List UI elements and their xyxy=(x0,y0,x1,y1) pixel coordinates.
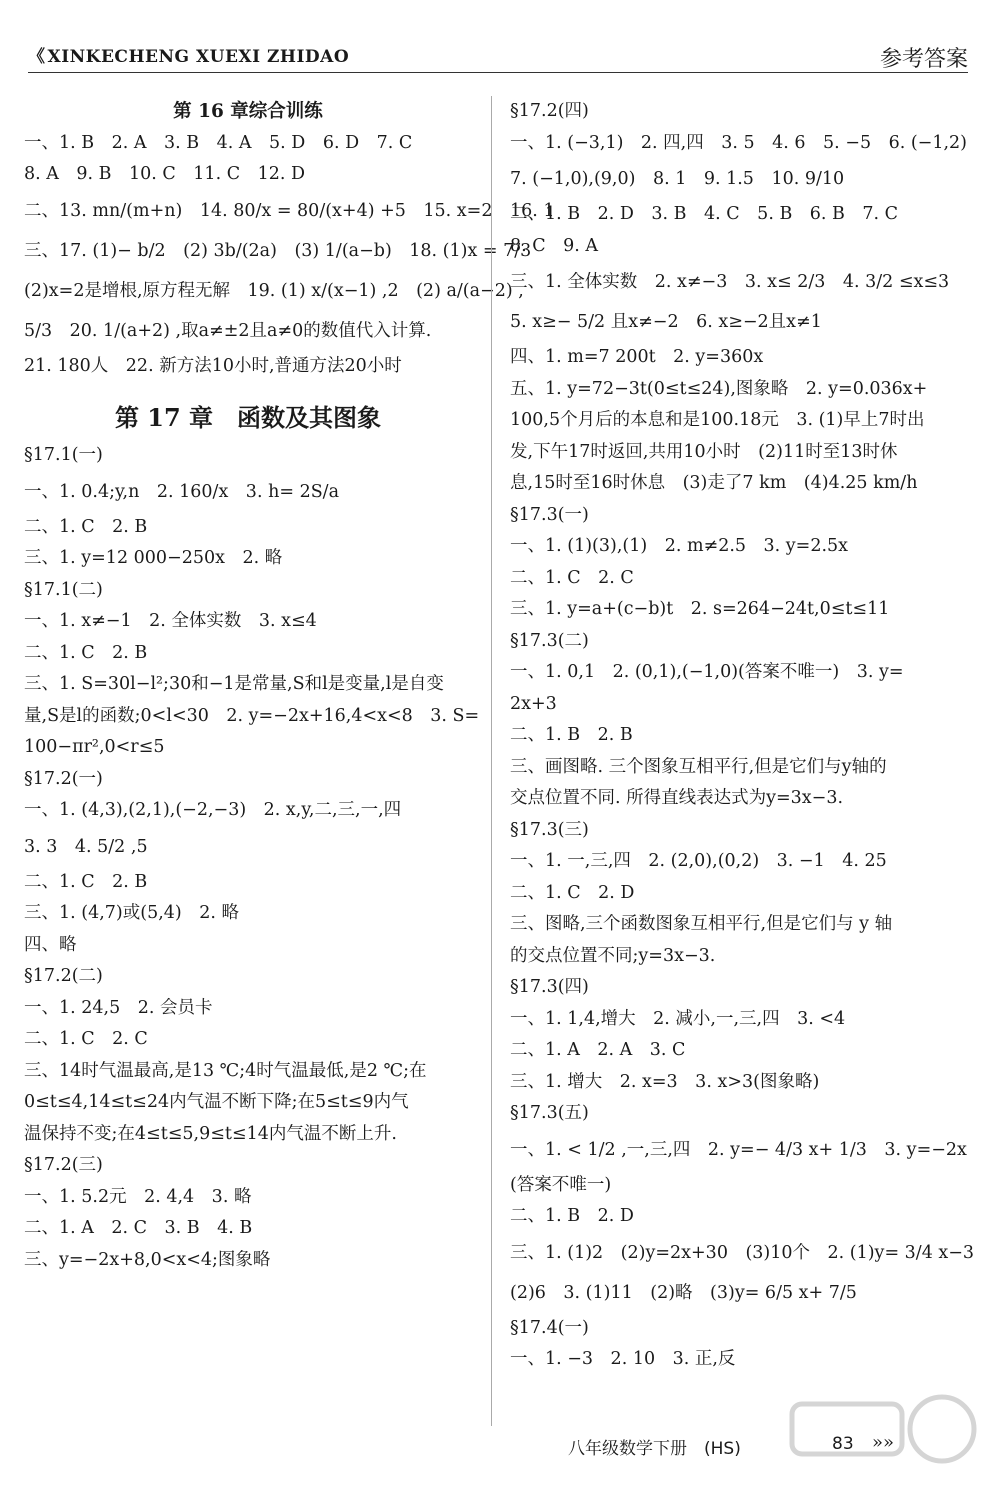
chapter-heading: 第 17 章 函数及其图象 xyxy=(114,403,382,432)
column-divider xyxy=(491,96,492,1426)
answer-line: §17.3(二) xyxy=(510,630,589,651)
answer-line: 五、1. y=72−3t(0≤t≤24),图象略 2. y=0.036x+ xyxy=(510,378,928,399)
answer-line: 2x+3 xyxy=(510,693,557,714)
double-chevron-right-icon: »» xyxy=(872,1432,895,1453)
answer-line: 7. (−1,0),(9,0) 8. 1 9. 1.5 10. 9/10 xyxy=(510,169,845,189)
answer-line: 一、1. 一,三,四 2. (2,0),(0,2) 3. −1 4. 25 xyxy=(510,851,887,871)
answer-line: 一、1. 24,5 2. 会员卡 xyxy=(24,997,213,1018)
answer-line: 二、13. mn/(m+n) 14. 80/x = 80/(x+4) +5 15. x=2 16. 1 xyxy=(24,200,555,221)
section-heading: 第 16 章综合训练 xyxy=(173,101,323,122)
answer-line: 8. C 9. A xyxy=(510,235,599,256)
answer-line: 一、1. −3 2. 10 3. 正,反 xyxy=(510,1349,736,1369)
answer-line: 二、1. A 2. A 3. C xyxy=(510,1040,686,1060)
answer-line: 一、1. 1,4,增大 2. 减小,一,三,四 3. <4 xyxy=(510,1008,846,1029)
answer-line: 二、1. C 2. B xyxy=(24,871,148,892)
answer-line: (答案不唯一) xyxy=(510,1174,612,1195)
answer-line: 三、图略,三个函数图象互相平行,但是它们与 y 轴 xyxy=(510,914,893,934)
answer-line: 二、1. C 2. C xyxy=(510,567,634,588)
answer-line: 100,5个月后的本息和是100.18元 3. (1)早上7时出 xyxy=(510,410,925,430)
answer-line: 二、1. B 2. D xyxy=(510,1206,634,1226)
answer-line: 三、1. y=a+(c−b)t 2. s=264−24t,0≤t≤11 xyxy=(510,599,890,619)
series-title xyxy=(28,42,349,67)
answer-line: 一、1. x≠−1 2. 全体实数 3. x≤4 xyxy=(24,611,317,631)
answer-line: 三、14时气温最高,是13 ℃;4时气温最低,是2 ℃;在 xyxy=(24,1060,427,1081)
answer-line: 三、画图略. 三个图象互相平行,但是它们与y轴的 xyxy=(510,756,887,777)
answer-line: 5/3 20. 1/(a+2) ,取a≠±2且a≠0的数值代入计算. xyxy=(24,320,432,341)
answer-line: §17.3(一) xyxy=(510,504,589,525)
answer-line: 一、1. (−3,1) 2. 四,四 3. 5 4. 6 5. −5 6. (−1,2) xyxy=(510,132,967,153)
answer-line: 一、1. (1)(3),(1) 2. m≠2.5 3. y=2.5x xyxy=(510,536,849,556)
answer-line: 二、1. B 2. B xyxy=(510,725,633,745)
answer-line: §17.3(四) xyxy=(510,977,589,997)
answer-line: 一、1. < 1/2 ,一,三,四 2. y=− 4/3 x+ 1/3 3. y=−2x xyxy=(510,1139,967,1160)
answer-line: 四、略 xyxy=(24,934,77,955)
answer-line: 0≤t≤4,14≤t≤24内气温不断下降;在5≤t≤9内气 xyxy=(24,1092,409,1112)
answer-line: 二、1. A 2. C 3. B 4. B xyxy=(24,1218,253,1238)
answer-line: 一、1. B 2. A 3. B 4. A 5. D 6. D 7. C xyxy=(24,132,413,153)
answer-line: 一、1. 0.4;y,n 2. 160/x 3. h= 2S/a xyxy=(24,481,340,502)
answer-line: §17.1(一) xyxy=(24,445,103,465)
answer-line: 息,15时至16时休息 (3)走了7 km (4)4.25 km/h xyxy=(510,473,918,493)
answer-line: 温保持不变;在4≤t≤5,9≤t≤14内气温不断上升. xyxy=(24,1123,397,1144)
answer-line: §17.2(二) xyxy=(24,966,103,986)
answer-line: §17.2(四) xyxy=(510,101,589,121)
answer-line: 21. 180人 22. 新方法10小时,普通方法20小时 xyxy=(24,355,402,376)
answer-line: §17.3(五) xyxy=(510,1103,589,1123)
answer-line: §17.2(一) xyxy=(24,768,103,789)
answer-line: 交点位置不同. 所得直线表达式为y=3x−3. xyxy=(510,788,844,808)
answer-line: 三、1. y=12 000−250x 2. 略 xyxy=(24,548,283,568)
answer-line: 量,S是l的函数;0<l<30 2. y=−2x+16,4<x<8 3. S= xyxy=(24,705,480,726)
page-header xyxy=(28,38,968,78)
watermark-logo xyxy=(772,1384,992,1494)
page-number: 83 xyxy=(832,1434,854,1454)
answer-line: 一、1. 5.2元 2. 4,4 3. 略 xyxy=(24,1186,252,1207)
answer-line: 8. A 9. B 10. C 11. C 12. D xyxy=(24,164,306,184)
answer-line: §17.1(二) xyxy=(24,579,103,600)
answer-line: 一、1. (4,3),(2,1),(−2,−3) 2. x,y,二,三,一,四 xyxy=(24,800,402,820)
answer-line: 四、1. m=7 200t 2. y=360x xyxy=(510,347,764,367)
answer-line: 5. x≥− 5/2 且x≠−2 6. x≥−2且x≠1 xyxy=(510,312,822,332)
answer-line: 发,下午17时返回,共用10小时 (2)11时至13时休 xyxy=(510,441,898,462)
answer-line: 的交点位置不同;y=3x−3. xyxy=(510,945,716,966)
answer-line: 二、1. C 2. B xyxy=(24,642,148,663)
answer-line: 三、1. 全体实数 2. x≠−3 3. x≤ 2/3 4. 3/2 ≤x≤3 xyxy=(510,272,950,292)
answer-line: 三、17. (1)− b/2 (2) 3b/(2a) (3) 1/(a−b) 18. (1)x = 7/3 xyxy=(24,240,532,261)
answer-line: 一、1. 0,1 2. (0,1),(−1,0)(答案不唯一) 3. y= xyxy=(510,662,904,682)
right-answer-column xyxy=(510,96,975,1376)
answer-line: 100−πr²,0<r≤5 xyxy=(24,737,165,757)
answer-line: 三、1. 增大 2. x=3 3. x>3(图象略) xyxy=(510,1071,820,1092)
answer-line: 三、1. S=30l−l²;30和−1是常量,S和l是变量,l是自变 xyxy=(24,674,444,694)
answer-line: 二、1. C 2. C xyxy=(24,1029,148,1049)
answer-line: §17.3(三) xyxy=(510,819,589,840)
answer-line: 三、y=−2x+8,0<x<4;图象略 xyxy=(24,1249,271,1270)
answer-line: 三、1. (4,7)或(5,4) 2. 略 xyxy=(24,903,239,923)
grade-label: 八年级数学下册 (HS) xyxy=(568,1439,741,1459)
answer-line: §17.4(一) xyxy=(510,1317,589,1338)
answer-line: 二、1. B 2. D 3. B 4. C 5. B 6. B 7. C xyxy=(510,204,899,224)
header-rule xyxy=(28,72,968,73)
answer-line: (2)6 3. (1)11 (2)略 (3)y= 6/5 x+ 7/5 xyxy=(510,1282,857,1303)
answer-line: 3. 3 4. 5/2 ,5 xyxy=(24,836,148,857)
series-title-text: XINKECHENG XUEXI ZHIDAO xyxy=(47,47,350,67)
answer-line: §17.2(三) xyxy=(24,1155,103,1175)
answer-line: 二、1. C 2. D xyxy=(510,882,635,903)
page-title: 参考答案 xyxy=(879,47,968,72)
answer-line: 三、1. (1)2 (2)y=2x+30 (3)10个 2. (1)y= 3/4 x−3 xyxy=(510,1242,975,1263)
double-chevron-left-icon: 《 xyxy=(28,47,46,67)
answer-line: (2)x=2是增根,原方程无解 19. (1) x/(x−1) ,2 (2) a/(a−2) , xyxy=(24,280,524,301)
answer-line: 二、1. C 2. B xyxy=(24,516,148,537)
